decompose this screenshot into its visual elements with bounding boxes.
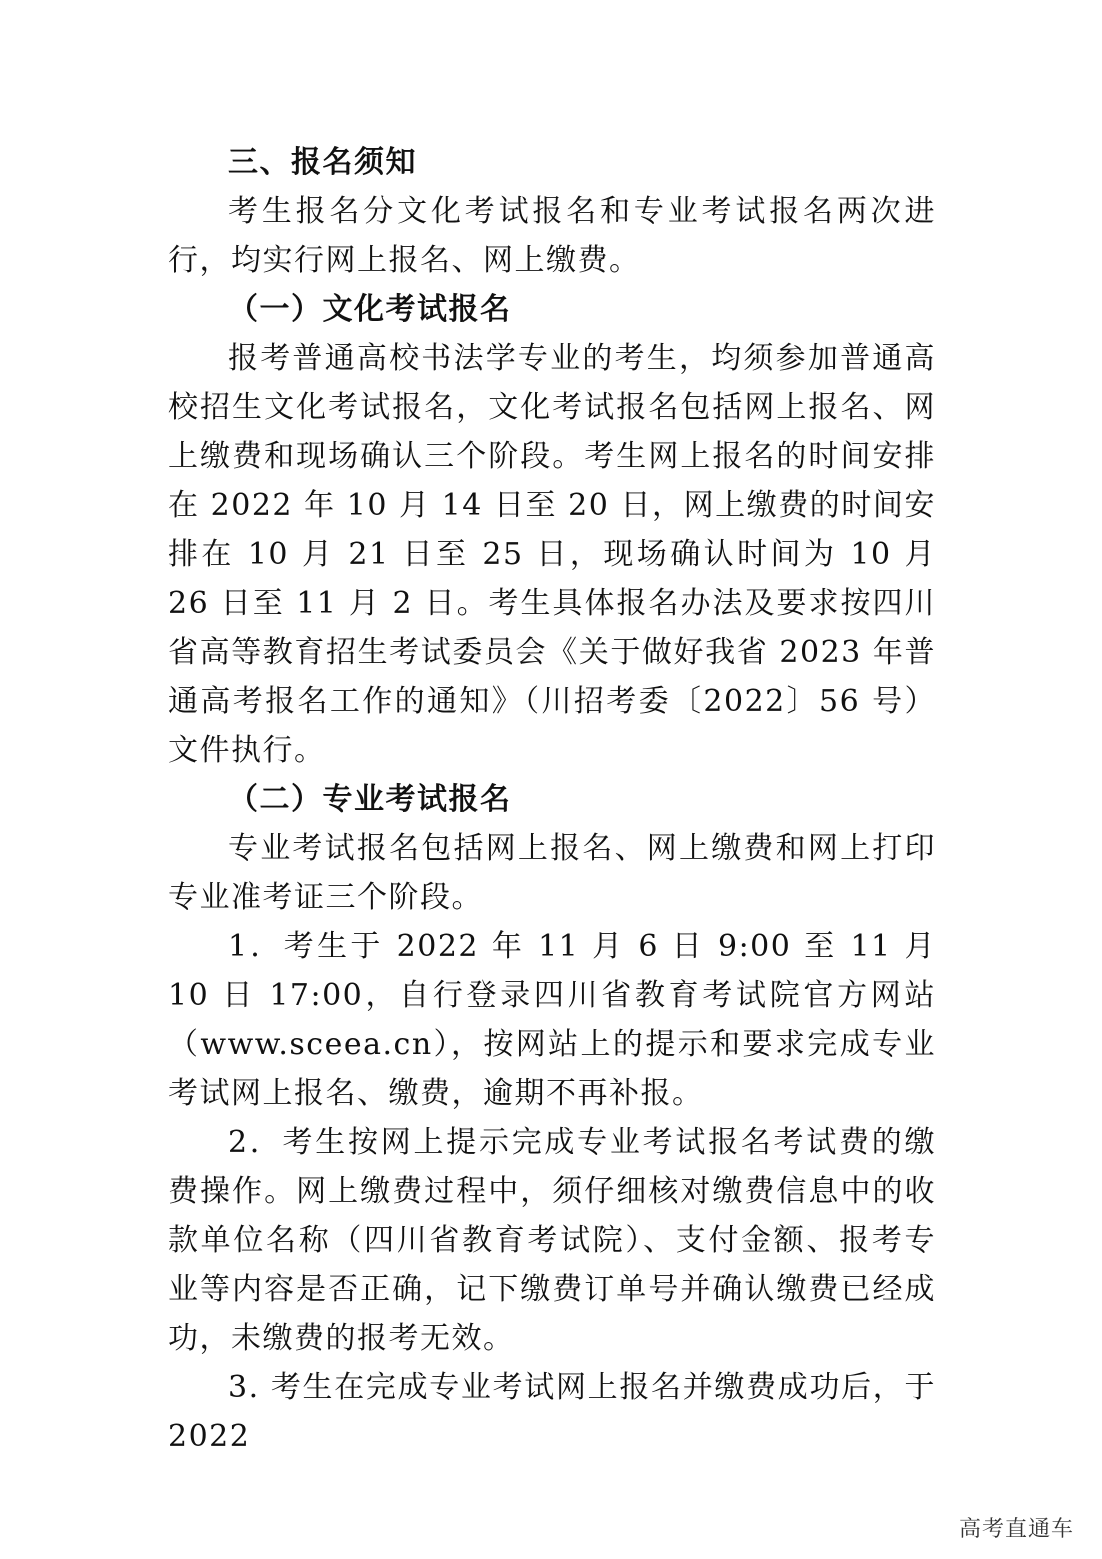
professional-exam-intro: 专业考试报名包括网上报名、网上缴费和网上打印专业准考证三个阶段。	[168, 831, 936, 915]
professional-item-2: 2．考生按网上提示完成专业考试报名考试费的缴费操作。网上缴费过程中，须仔细核对缴费信息中的收款单位名称（四川省教育考试院）、支付金额、报考专业等内容是否正确，记下缴费订单号并确认缴费已经成功，未缴费的报考无效。	[168, 1125, 936, 1356]
professional-item-3: 3. 考生在完成专业考试网上报名并缴费成功后，于 2022	[168, 1370, 936, 1454]
culture-exam-paragraph: 报考普通高校书法学专业的考生，均须参加普通高校招生文化考试报名，文化考试报名包括网上报名、网上缴费和现场确认三个阶段。考生网上报名的时间安排在 2022 年 10 月 14 日至 20 日，网上缴费的时间安排在 10 月 21 日至 25 日，现场确认时间为 10 月 26 日至 11 月 2 日。考生具体报名办法及要求按四川省高等教育招生考试委员会《关于做好我省 2023 年普通高考报名工作的通知》（川招考委〔2022〕56 号）文件执行。	[168, 341, 936, 768]
source-watermark: 高考直通车	[958, 1517, 1074, 1542]
section-intro-paragraph: 考生报名分文化考试报名和专业考试报名两次进行，均实行网上报名、网上缴费。	[168, 194, 936, 278]
document-body	[168, 138, 936, 1461]
professional-exam-heading: （二）专业考试报名	[228, 782, 512, 817]
culture-exam-heading: （一）文化考试报名	[228, 292, 512, 327]
professional-item-1: 1．考生于 2022 年 11 月 6 日 9:00 至 11 月 10 日 17:00，自行登录四川省教育考试院官方网站（www.sceea.cn），按网站上的提示和要求完成专业考试网上报名、缴费，逾期不再补报。	[168, 929, 936, 1111]
section-heading: 三、报名须知	[228, 145, 417, 180]
